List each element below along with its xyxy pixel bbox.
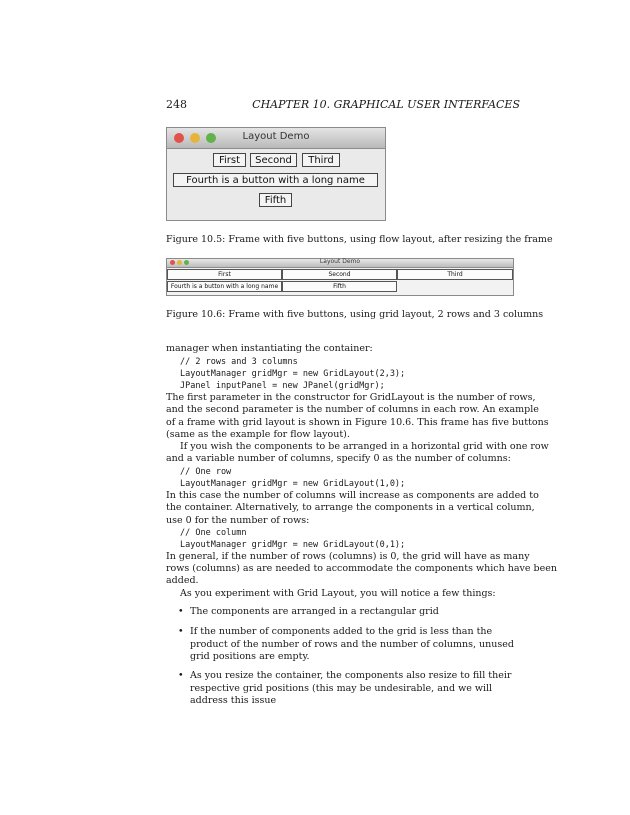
text-line: and a variable number of columns, specify 0 as the number of columns: bbox=[166, 453, 511, 464]
code-line: JPanel inputPanel = new JPanel(gridMgr); bbox=[180, 381, 385, 391]
list-item: If the number of components added to the grid is less than the product of the number of rows and the number of columns, unused grid positions are empty. bbox=[190, 626, 514, 662]
code-line: // 2 rows and 3 columns bbox=[180, 357, 298, 367]
third-button[interactable]: Third bbox=[302, 153, 340, 167]
text-line: If you wish the components to be arranged in a horizontal grid with one row bbox=[180, 441, 549, 452]
figure-caption-10-6: Figure 10.6: Frame with five buttons, using grid layout, 2 rows and 3 columns bbox=[166, 309, 544, 320]
first-button[interactable]: First bbox=[213, 153, 246, 167]
text-line: rows (columns) as are needed to accommodate the components which have been bbox=[166, 563, 557, 574]
bullet-icon: • bbox=[178, 626, 184, 637]
code-line: LayoutManager gridMgr = new GridLayout(2,3); bbox=[180, 369, 406, 379]
running-header: CHAPTER 10. GRAPHICAL USER INTERFACES bbox=[252, 98, 520, 111]
fifth-button[interactable]: Fifth bbox=[259, 193, 292, 207]
text-line: The first parameter in the constructor for GridLayout is the number of rows, bbox=[166, 392, 536, 403]
text-line: In general, if the number of rows (columns) is 0, the grid will have as many bbox=[166, 551, 530, 562]
second-button[interactable]: Second bbox=[250, 153, 297, 167]
text-line: the container. Alternatively, to arrange the components in a vertical column, bbox=[166, 502, 535, 513]
list-item: The components are arranged in a rectangular grid bbox=[190, 606, 439, 617]
code-line: LayoutManager gridMgr = new GridLayout(0,1); bbox=[180, 540, 406, 550]
grid-layout-window bbox=[166, 258, 514, 296]
flow-layout-window bbox=[166, 127, 386, 221]
bullet-icon: • bbox=[178, 670, 184, 681]
grid-button-third[interactable]: Third bbox=[397, 269, 513, 280]
title-bar bbox=[167, 259, 513, 268]
list-item: As you resize the container, the components also resize to fill their respective grid positions (this may be undesirable, and we will address this issue bbox=[190, 670, 512, 706]
grid-button-second[interactable]: Second bbox=[282, 269, 397, 280]
window-title: Layout Demo bbox=[319, 258, 361, 265]
page-number: 248 bbox=[166, 98, 187, 111]
bullet-icon: • bbox=[178, 606, 184, 617]
text-line: of a frame with grid layout is shown in Figure 10.6. This frame has five buttons bbox=[166, 417, 549, 428]
text-line: use 0 for the number of rows: bbox=[166, 515, 310, 526]
grid-button-fourth[interactable]: Fourth is a button with a long name bbox=[167, 281, 282, 292]
title-bar bbox=[167, 128, 385, 149]
text-line: added. bbox=[166, 575, 199, 586]
fourth-button[interactable]: Fourth is a button with a long name bbox=[173, 173, 378, 187]
text-line: and the second parameter is the number of columns in each row. An example bbox=[166, 404, 539, 415]
text-line: As you experiment with Grid Layout, you will notice a few things: bbox=[180, 588, 496, 599]
code-line: // One row bbox=[180, 467, 232, 477]
code-line: LayoutManager gridMgr = new GridLayout(1,0); bbox=[180, 479, 406, 489]
code-line: // One column bbox=[180, 528, 247, 538]
grid-button-fifth[interactable]: Fifth bbox=[282, 281, 397, 292]
text-line: manager when instantiating the container: bbox=[166, 343, 373, 354]
text-line: (same as the example for flow layout). bbox=[166, 429, 350, 440]
window-title: Layout Demo bbox=[242, 131, 310, 142]
text-line: In this case the number of columns will increase as components are added to bbox=[166, 490, 539, 501]
grid-button-first[interactable]: First bbox=[167, 269, 282, 280]
figure-caption-10-5: Figure 10.5: Frame with five buttons, using flow layout, after resizing the frame bbox=[166, 234, 553, 245]
